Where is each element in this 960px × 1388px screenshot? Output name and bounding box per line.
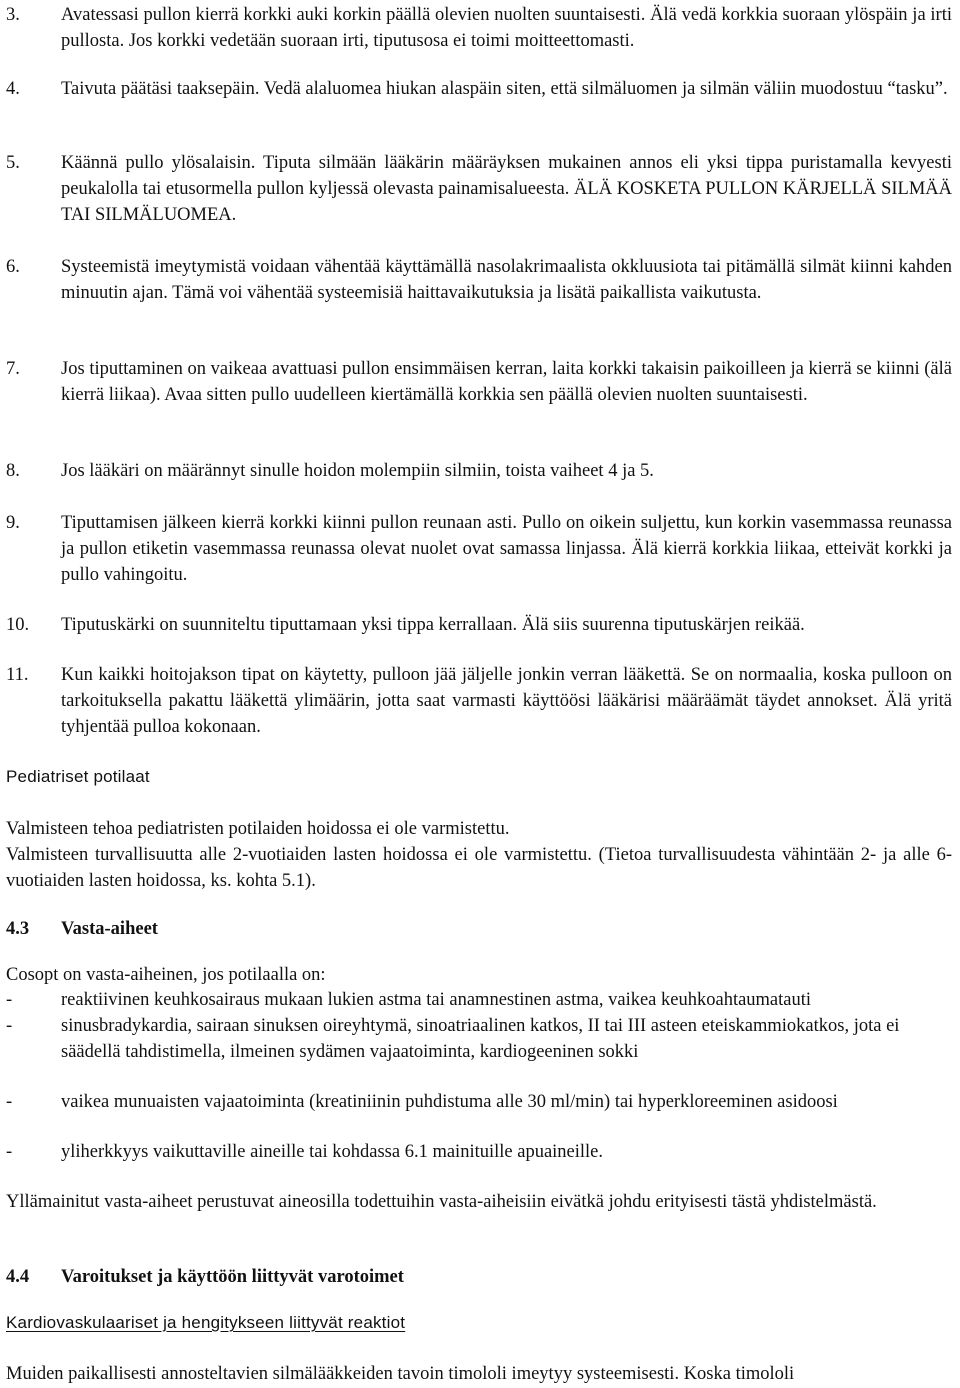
step-text: Systeemistä imeytymistä voidaan vähentää käyttämällä nasolakrimaalista okkluusiota tai pitämällä silmät kiinni kahden minuutin ajan. Tämä voi vähentää systeemisiä haittavaikutuksia ja lisätä paikallista vaikutusta. — [61, 257, 952, 303]
section-4-3-heading — [6, 916, 158, 942]
step-text: Jos lääkäri on määrännyt sinulle hoidon molempiin silmiin, toista vaiheet 4 ja 5. — [61, 461, 654, 481]
instruction-step-7 — [6, 356, 952, 408]
step-text: Avatessasi pullon kierrä korkki auki korkin päällä olevien nuolten suuntaisesti. Älä vedä korkkia suoraan ylöspäin ja irti pullosta. Jos korkki vedetään suoraan irti, tiputusosa ei toimi moitteettomasti. — [61, 5, 952, 51]
instruction-step-4 — [6, 76, 952, 102]
step-text: Taivuta päätäsi taaksepäin. Vedä alaluomea hiukan alaspäin siten, että silmäluomen ja silmän väliin muodostuu “tasku”. — [61, 79, 948, 99]
list-dash: - — [6, 1142, 13, 1162]
pediatric-line-2: Valmisteen turvallisuutta alle 2-vuotiaiden lasten hoidossa ei ole varmistettu. (Tietoa turvallisuudesta vähintään 2- ja alle 6-vuotiaiden lasten hoidossa, ks. kohta 5.1). — [6, 845, 952, 891]
section-4-4-heading — [6, 1264, 404, 1290]
contraindication-text: yliherkkyys vaikuttaville aineille tai kohdassa 6.1 mainituille apuaineille. — [61, 1142, 604, 1162]
contraindications-intro: Cosopt on vasta-aiheinen, jos potilaalla on: — [6, 965, 326, 985]
list-dash: - — [6, 1092, 13, 1112]
step-number: 9. — [6, 513, 20, 533]
list-dash: - — [6, 990, 13, 1010]
section-4-4-text: Muiden paikallisesti annosteltavien silmälääkkeiden tavoin timololi imeytyy systeemisesti. Koska timololi — [6, 1364, 795, 1384]
section-title: Vasta-aiheet — [61, 919, 158, 939]
section-title: Varoitukset ja käyttöön liittyvät varotoimet — [61, 1267, 404, 1287]
contraindication-item — [6, 1139, 952, 1165]
step-text: Kun kaikki hoitojakson tipat on käytetty, pulloon jää jäljelle jonkin verran lääkettä. Se on normaalia, koska pulloon on tarkoituksella pakattu lääkettä ylimäärin, jotta saat varmasti käyttöösi lääkärisi määräämät täydet annokset. Älä yritä tyhjentää pulloa kokonaan. — [61, 665, 952, 737]
instruction-step-8 — [6, 458, 952, 484]
pediatric-line-1: Valmisteen tehoa pediatristen potilaiden hoidossa ei ole varmistettu. — [6, 819, 510, 839]
contraindication-item — [6, 1013, 952, 1065]
step-number: 10. — [6, 615, 30, 635]
contraindications-note: Yllämainitut vasta-aiheet perustuvat aineosilla todettuihin vasta-aiheisiin eivätkä johdu erityisesti tästä yhdistelmästä. — [6, 1192, 877, 1212]
step-number: 8. — [6, 461, 20, 481]
step-number: 3. — [6, 5, 20, 25]
instruction-step-9 — [6, 510, 952, 588]
step-text: Tiputtamisen jälkeen kierrä korkki kiinni pullon reunaan asti. Pullo on oikein suljettu, kun korkin vasemmassa reunassa ja pullon etiketin vasemmassa reunassa olevat nuolet ovat samassa linjassa. Älä kierrä korkkia liikaa, etteivät korkki ja pullo vahingoitu. — [61, 513, 952, 585]
instruction-step-6 — [6, 254, 952, 306]
contraindication-text: reaktiivinen keuhkosairaus mukaan lukien astma tai anamnestinen astma, vaikea keuhkoahtaumatauti — [61, 990, 812, 1010]
section-number: 4.4 — [6, 1267, 30, 1287]
step-number: 4. — [6, 79, 20, 99]
step-number: 5. — [6, 153, 20, 173]
contraindication-item — [6, 1089, 952, 1115]
instruction-step-3 — [6, 2, 952, 54]
step-text: Jos tiputtaminen on vaikeaa avattuasi pullon ensimmäisen kerran, laita korkki takaisin paikoilleen ja kierrä se kiinni (älä kierrä liikaa). Avaa sitten pullo uudelleen kiertämällä korkkia sen päällä olevien nuolten suuntaisesti. — [61, 359, 952, 405]
list-dash: - — [6, 1016, 13, 1036]
instruction-step-10 — [6, 612, 952, 638]
contraindication-text: sinusbradykardia, sairaan sinuksen oireyhtymä, sinoatriaalinen katkos, II tai III asteen eteiskammiokatkos, jota ei säädellä tahdistimella, ilmeinen sydämen vajaatoiminta, kardiogeeninen sokki — [61, 1016, 900, 1062]
instruction-step-5 — [6, 150, 952, 228]
contraindication-item — [6, 987, 952, 1013]
step-number: 11. — [6, 665, 29, 685]
instruction-step-11 — [6, 662, 952, 740]
step-number: 7. — [6, 359, 20, 379]
section-number: 4.3 — [6, 919, 30, 939]
pediatric-heading: Pediatriset potilaat — [6, 767, 150, 786]
step-text: Tiputuskärki on suunniteltu tiputtamaan yksi tippa kerrallaan. Älä siis suurenna tiputuskärjen reikää. — [61, 615, 805, 635]
contraindication-text: vaikea munuaisten vajaatoiminta (kreatiniinin puhdistuma alle 30 ml/min) tai hyperkloreeminen asidoosi — [61, 1092, 838, 1112]
step-number: 6. — [6, 257, 20, 277]
step-text: Käännä pullo ylösalaisin. Tiputa silmään lääkärin määräyksen mukainen annos eli yksi tippa puristamalla kevyesti peukalolla tai etusormella pullon kyljessä olevasta painamisalueesta. ÄLÄ KOSKETA PULLON KÄRJELLÄ SILMÄÄ TAI SILMÄLUOMEA. — [61, 153, 952, 225]
cardiovascular-subheading: Kardiovaskulaariset ja hengitykseen liittyvät reaktiot — [6, 1313, 406, 1332]
